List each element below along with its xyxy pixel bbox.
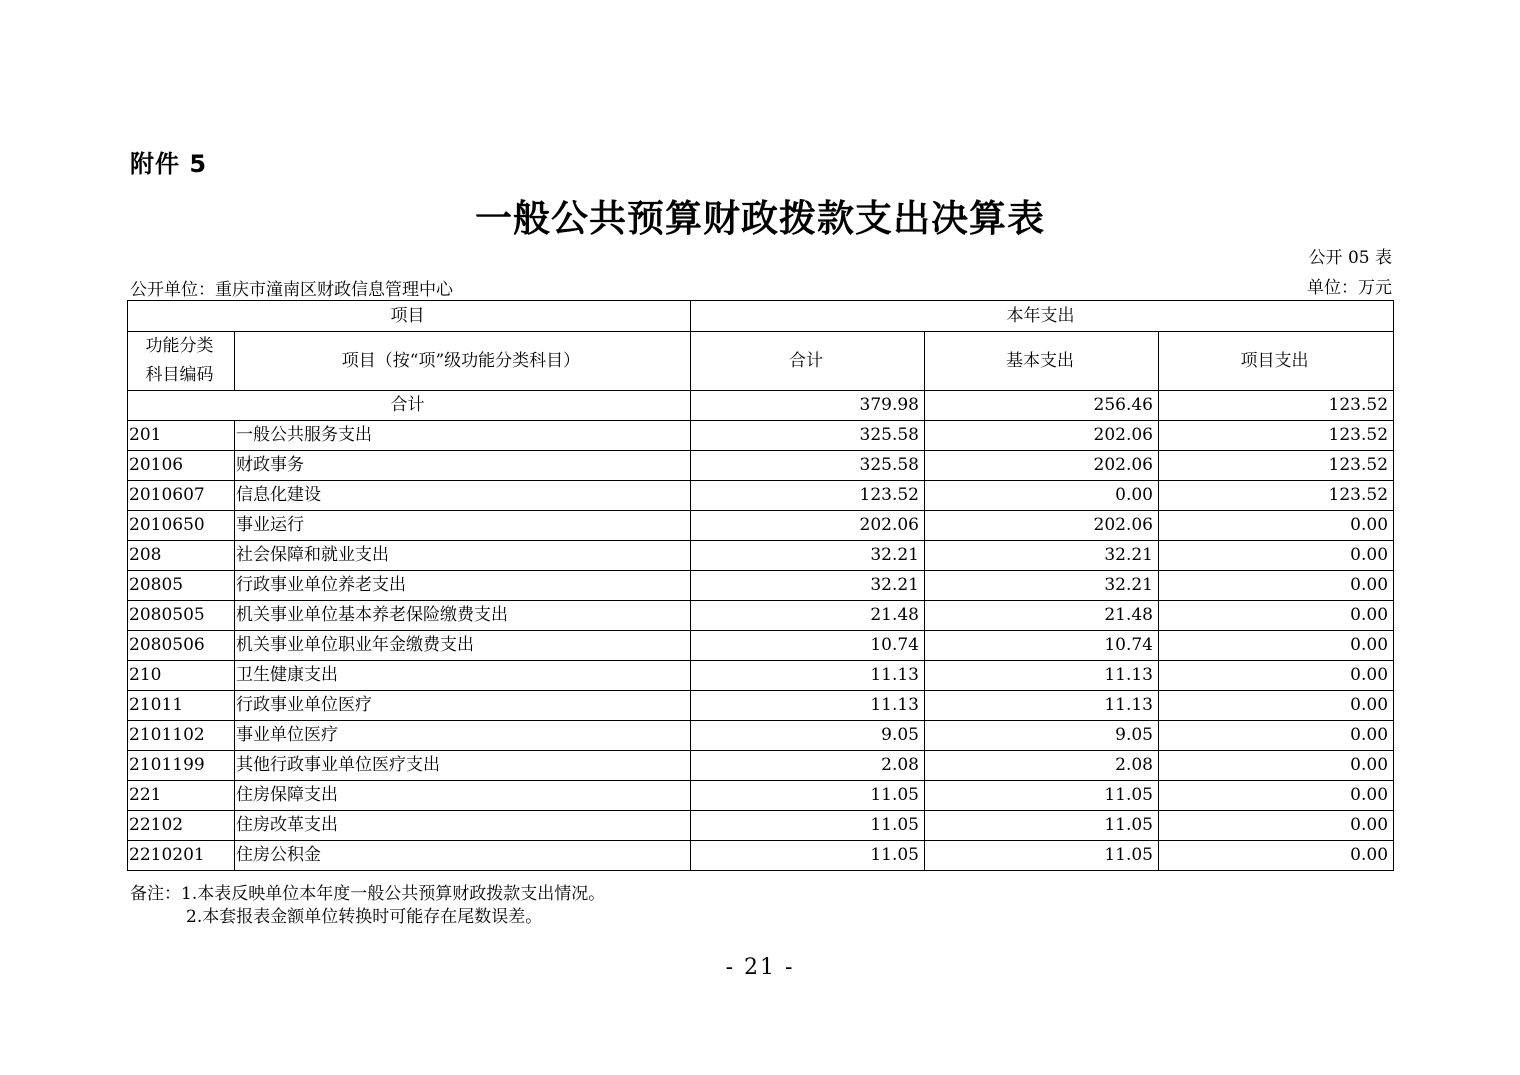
header-basic: 基本支出 (925, 332, 1159, 391)
row-total: 21.48 (691, 601, 925, 631)
row-project: 0.00 (1159, 631, 1394, 661)
header-code-line1: 功能分类 (145, 336, 214, 356)
table-row (128, 811, 1394, 841)
row-code: 2101199 (128, 751, 235, 781)
row-basic: 202.06 (925, 421, 1159, 451)
total-label: 合计 (128, 391, 691, 421)
row-total: 11.05 (691, 781, 925, 811)
budget-expenditure-table (127, 300, 1394, 871)
row-code: 221 (128, 781, 235, 811)
row-total: 32.21 (691, 541, 925, 571)
table-row (128, 721, 1394, 751)
row-name: 财政事务 (235, 451, 691, 481)
total-row (128, 391, 1394, 421)
row-project: 0.00 (1159, 541, 1394, 571)
row-name: 机关事业单位职业年金缴费支出 (235, 631, 691, 661)
row-project: 0.00 (1159, 781, 1394, 811)
measurement-unit: 单位：万元 (1307, 278, 1392, 298)
row-code: 2210201 (128, 841, 235, 871)
header-current-year: 本年支出 (691, 301, 1394, 332)
row-project: 0.00 (1159, 571, 1394, 601)
row-name: 行政事业单位医疗 (235, 691, 691, 721)
document-title: 一般公共预算财政拨款支出决算表 (475, 196, 1045, 240)
note-line-2: 2.本套报表金额单位转换时可能存在尾数误差。 (186, 907, 543, 927)
row-basic: 32.21 (925, 571, 1159, 601)
row-code: 20805 (128, 571, 235, 601)
table-row (128, 661, 1394, 691)
row-name: 住房改革支出 (235, 811, 691, 841)
row-code: 20106 (128, 451, 235, 481)
table-row (128, 481, 1394, 511)
row-name: 行政事业单位养老支出 (235, 571, 691, 601)
total-total: 379.98 (691, 391, 925, 421)
row-total: 9.05 (691, 721, 925, 751)
row-total: 2.08 (691, 751, 925, 781)
row-code: 2080506 (128, 631, 235, 661)
row-total: 325.58 (691, 451, 925, 481)
row-name: 住房公积金 (235, 841, 691, 871)
row-name: 事业单位医疗 (235, 721, 691, 751)
header-name: 项目（按“项”级功能分类科目） (235, 332, 691, 391)
row-total: 202.06 (691, 511, 925, 541)
row-name: 事业运行 (235, 511, 691, 541)
row-name: 社会保障和就业支出 (235, 541, 691, 571)
table-row (128, 541, 1394, 571)
table-row (128, 421, 1394, 451)
row-name: 信息化建设 (235, 481, 691, 511)
row-code: 22102 (128, 811, 235, 841)
total-basic: 256.46 (925, 391, 1159, 421)
row-total: 11.13 (691, 661, 925, 691)
table-row (128, 601, 1394, 631)
table-row (128, 451, 1394, 481)
table-row (128, 691, 1394, 721)
row-basic: 32.21 (925, 541, 1159, 571)
row-basic: 2.08 (925, 751, 1159, 781)
row-total: 11.05 (691, 841, 925, 871)
table-row (128, 781, 1394, 811)
row-total: 325.58 (691, 421, 925, 451)
page-number: - 21 - (725, 955, 795, 980)
row-project: 0.00 (1159, 661, 1394, 691)
row-basic: 202.06 (925, 451, 1159, 481)
row-name: 卫生健康支出 (235, 661, 691, 691)
table-row (128, 631, 1394, 661)
row-name: 机关事业单位基本养老保险缴费支出 (235, 601, 691, 631)
header-row-2 (128, 332, 1394, 391)
row-basic: 202.06 (925, 511, 1159, 541)
row-basic: 11.05 (925, 841, 1159, 871)
row-project: 0.00 (1159, 601, 1394, 631)
header-code (128, 332, 235, 391)
row-basic: 11.05 (925, 781, 1159, 811)
row-basic: 11.05 (925, 811, 1159, 841)
reporting-unit: 公开单位：重庆市潼南区财政信息管理中心 (130, 280, 453, 300)
row-project: 0.00 (1159, 691, 1394, 721)
row-project: 0.00 (1159, 841, 1394, 871)
header-item: 项目 (128, 301, 691, 332)
row-total: 32.21 (691, 571, 925, 601)
row-name: 住房保障支出 (235, 781, 691, 811)
row-project: 0.00 (1159, 811, 1394, 841)
row-basic: 0.00 (925, 481, 1159, 511)
table-row (128, 751, 1394, 781)
row-code: 2101102 (128, 721, 235, 751)
row-code: 208 (128, 541, 235, 571)
attachment-label: 附件 5 (130, 150, 208, 178)
header-code-line2: 科目编码 (145, 365, 214, 385)
total-project: 123.52 (1159, 391, 1394, 421)
row-basic: 21.48 (925, 601, 1159, 631)
row-total: 123.52 (691, 481, 925, 511)
row-total: 10.74 (691, 631, 925, 661)
row-project: 123.52 (1159, 481, 1394, 511)
row-total: 11.05 (691, 811, 925, 841)
row-project: 0.00 (1159, 721, 1394, 751)
row-code: 2010607 (128, 481, 235, 511)
row-project: 0.00 (1159, 511, 1394, 541)
row-code: 210 (128, 661, 235, 691)
row-basic: 10.74 (925, 631, 1159, 661)
table-row (128, 571, 1394, 601)
row-code: 2080505 (128, 601, 235, 631)
row-code: 2010650 (128, 511, 235, 541)
row-basic: 11.13 (925, 691, 1159, 721)
table-row (128, 511, 1394, 541)
header-total: 合计 (691, 332, 925, 391)
form-number: 公开 05 表 (1308, 248, 1392, 268)
row-basic: 11.13 (925, 661, 1159, 691)
header-project: 项目支出 (1159, 332, 1394, 391)
note-line-1: 备注：1.本表反映单位本年度一般公共预算财政拨款支出情况。 (130, 884, 606, 904)
header-row-1 (128, 301, 1394, 332)
row-project: 123.52 (1159, 451, 1394, 481)
row-name: 其他行政事业单位医疗支出 (235, 751, 691, 781)
row-code: 21011 (128, 691, 235, 721)
row-basic: 9.05 (925, 721, 1159, 751)
notes (130, 883, 605, 929)
row-code: 201 (128, 421, 235, 451)
table-row (128, 841, 1394, 871)
row-name: 一般公共服务支出 (235, 421, 691, 451)
row-project: 123.52 (1159, 421, 1394, 451)
row-total: 11.13 (691, 691, 925, 721)
row-project: 0.00 (1159, 751, 1394, 781)
